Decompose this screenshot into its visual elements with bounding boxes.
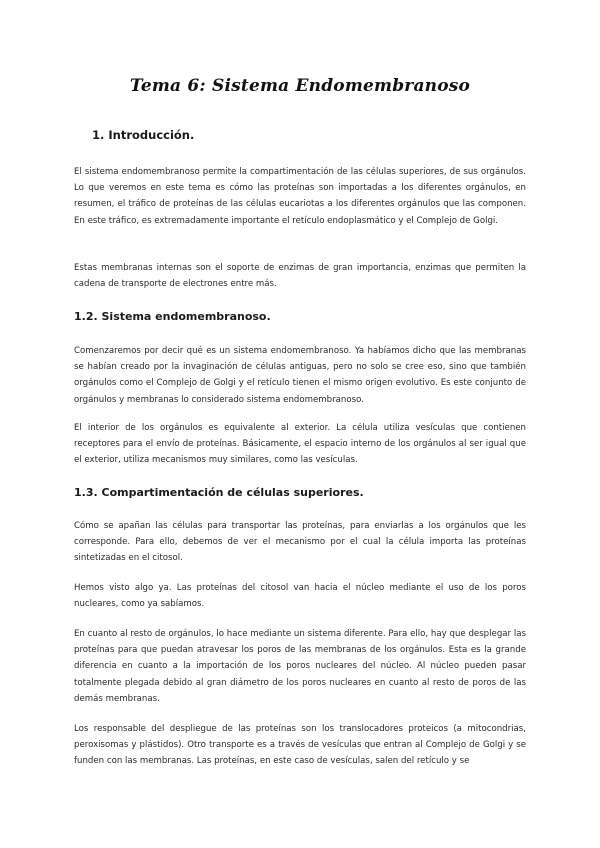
paragraph: El sistema endomembranoso permite la compartimentación de las células superiores, de sus orgánulos. Lo que veremos en este tema es cómo las proteínas son importadas a los diferentes orgánulos, en resumen, el tráfico de proteínas de las células eucariotas a los diferentes orgánulos que las componen. En este tráfico, es extremadamente importante el retículo endoplasmático y el Complejo de Golgi. xyxy=(74,167,526,226)
section-heading-introduccion: 1. Introducción. xyxy=(92,128,195,142)
document-title: Tema 6: Sistema Endomembranoso xyxy=(129,76,471,96)
paragraph: El interior de los orgánulos es equivalente al exterior. La célula utiliza vesículas que contienen receptores para el envío de proteínas. Básicamente, el espacio interno de los orgánulos al ser igual que el exterior, utiliza mecanismos muy similares, como las vesículas. xyxy=(74,423,526,466)
paragraph: Cómo se apañan las células para transportar las proteínas, para enviarlas a los orgánulos que les corresponde. Para ello, debemos de ver el mecanismo por el cual la célula importa las proteínas sintetizadas en el citosol. xyxy=(74,521,526,564)
paragraph: Hemos visto algo ya. Las proteínas del citosol van hacia el núcleo mediante el uso de los poros nucleares, como ya sabíamos. xyxy=(74,583,526,610)
paragraph: Comenzaremos por decir qué es un sistema endomembranoso. Ya habíamos dicho que las membranas se habían creado por la invaginación de células antiguas, pero no solo se cree eso, sino que también orgánulos como el Complejo de Golgi y el retículo tienen el mismo origen evolutivo. Es este conjunto de orgánulos y membranas lo considerado sistema endomembranoso. xyxy=(74,346,526,405)
section-heading-compartimentacion: 1.3. Compartimentación de células superiores. xyxy=(74,486,364,499)
paragraph: Estas membranas internas son el soporte de enzimas de gran importancia, enzimas que permiten la cadena de transporte de electrones entre más. xyxy=(74,263,526,290)
section-heading-sistema-endomembranoso: 1.2. Sistema endomembranoso. xyxy=(74,310,271,323)
paragraph: Los responsable del despliegue de las proteínas son los translocadores proteicos (a mitocondrias, peroxisomas y plástidos). Otro transporte es a través de vesículas que entran al Complejo de Golgi y se funden con las membranas. Las proteínas, en este caso de vesículas, salen del retículo y se xyxy=(74,724,526,767)
paragraph: En cuanto al resto de orgánulos, lo hace mediante un sistema diferente. Para ello, hay que desplegar las proteínas para que puedan atravesar los poros de las membranas de los orgánulos. Esta es la grande diferencia en cuanto a la importación de los poros nucleares del núcleo. Al núcleo pueden pasar totalmente plegada debido al gran diámetro de los poros nucleares en cuanto al resto de poros de las demás membranas. xyxy=(74,629,526,704)
